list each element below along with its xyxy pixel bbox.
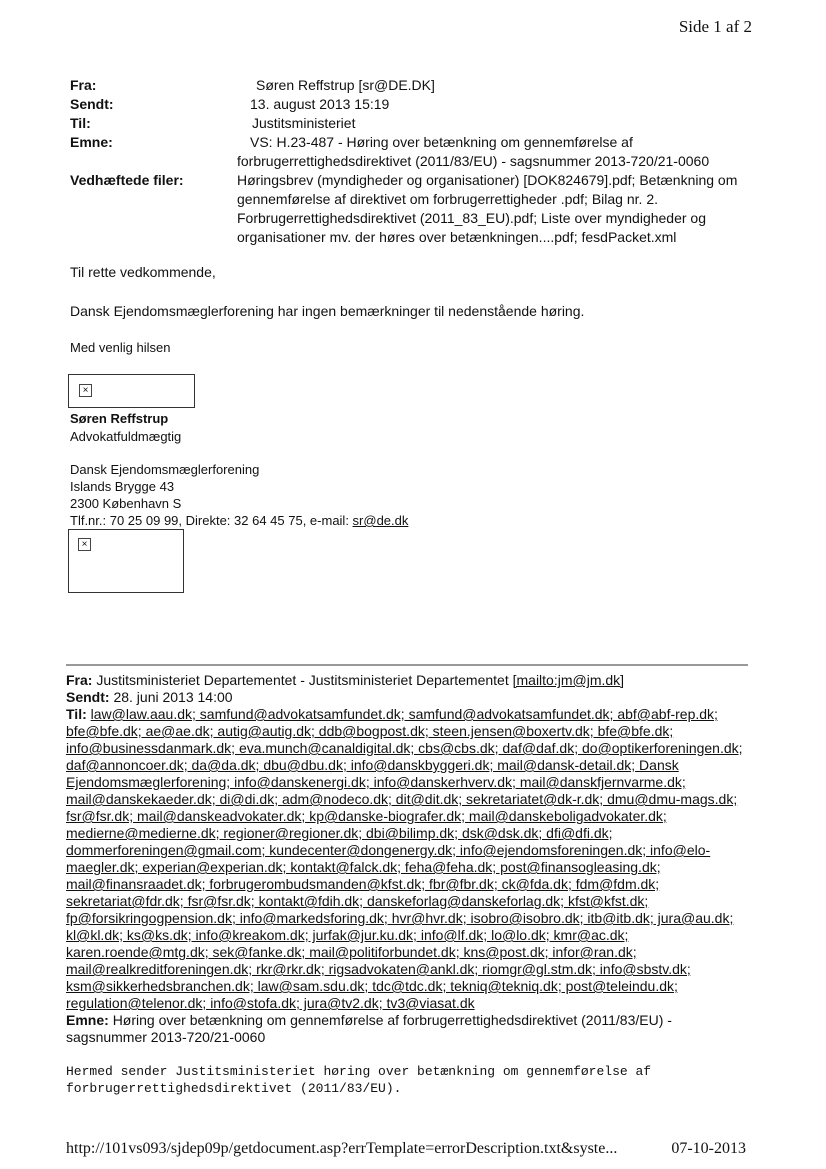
recipient-line[interactable]: kl@kl.dk; ks@ks.dk; info@kreakom.dk; jurfak@jur.ku.dk; info@lf.dk; lo@lo.dk; kmr@ac.dk; <box>66 927 629 943</box>
forwarded-sent-label: Sendt: <box>66 689 110 705</box>
forwarded-from-label: Fra: <box>66 672 93 688</box>
to-label: Til: <box>70 115 91 131</box>
signature-image-placeholder <box>68 374 195 408</box>
subject-line-1: VS: H.23-487 - Høring over betænkning om gennemførelse af <box>250 134 633 150</box>
recipient-line[interactable]: karen.roende@mtg.dk; sek@fanke.dk; mail@politiforbundet.dk; kns@post.dk; infor@ran.dk; <box>66 944 637 960</box>
subject-label: Emne: <box>70 134 113 150</box>
greeting: Til rette vedkommende, <box>70 264 216 280</box>
forwarded-body-line-2: forbrugerrettighedsdirektivet (2011/83/EU). <box>66 1081 402 1096</box>
forward-separator <box>66 664 748 666</box>
attachments-label: Vedhæftede filer: <box>70 172 184 188</box>
forwarded-from-value: Justitsministeriet Departementet - Justitsministeriet Departementet <box>96 672 513 688</box>
page-number: Side 1 af 2 <box>678 17 752 36</box>
attachment-line: gennemførelse af direktivet om forbrugerrettigheder .pdf; Bilag nr. 2. <box>237 191 658 207</box>
recipient-line[interactable]: daf@annoncoer.dk; da@da.dk; dbu@dbu.dk; info@danskbyggeri.dk; mail@dansk-detail.dk; Dansk <box>66 757 679 773</box>
signature-title: Advokatfuldmægtig <box>70 429 182 444</box>
recipient-line[interactable]: dommerforeningen@gmail.com; kundecenter@dongenergy.dk; info@ejendomsforeningen.dk; info@elo- <box>66 842 711 858</box>
forwarded-from-mailto-link[interactable]: [mailto:jm@jm.dk] <box>512 672 625 688</box>
forwarded-from-row <box>66 672 756 689</box>
recipient-line[interactable]: fsr@fsr.dk; mail@danskeadvokater.dk; kp@danske-biografer.dk; mail@danskeboligadvokater.dk; <box>66 808 667 824</box>
signature-phone: Tlf.nr.: 70 25 09 99, Direkte: 32 64 45 75, e-mail: <box>70 513 353 528</box>
signature-name: Søren Reffstrup <box>70 411 169 426</box>
footer-url: http://101vs093/sjdep09p/getdocument.asp?errTemplate=errorDescription.txt&syste... <box>66 1140 618 1157</box>
recipient-line[interactable]: regulation@telenor.dk; info@stofa.dk; jura@tv2.dk; tv3@viasat.dk <box>66 995 475 1011</box>
subject-line-2: forbrugerrettighedsdirektivet (2011/83/EU) - sagsnummer 2013-720/21-0060 <box>237 153 710 169</box>
recipient-line[interactable]: info@businessdanmark.dk; eva.munch@canaldigital.dk; cbs@cbs.dk; daf@daf.dk; do@optikerforeningen.dk; <box>66 740 743 756</box>
signature-email-link[interactable]: sr@de.dk <box>352 513 409 528</box>
message-text: Dansk Ejendomsmæglerforening har ingen bemærkninger til nedenstående høring. <box>70 303 585 319</box>
closing: Med venlig hilsen <box>70 340 171 355</box>
recipient-line[interactable]: maegler.dk; experian@experian.dk; kontakt@falck.dk; feha@feha.dk; post@finansogleasing.dk; <box>66 859 661 875</box>
from-label: Fra: <box>70 77 97 93</box>
signature-org: Dansk Ejendomsmæglerforening <box>70 462 260 477</box>
attachment-line: organisationer mv. der høres over betænkningen....pdf; fesdPacket.xml <box>237 229 677 245</box>
to-value: Justitsministeriet <box>252 115 356 131</box>
recipient-line[interactable]: sekretariat@fdr.dk; fsr@fsr.dk; kontakt@fdih.dk; danskeforlag@danskeforlag.dk; kfst@kfst.dk; <box>66 893 649 909</box>
recipient-line[interactable]: bfe@bfe.dk; ae@ae.dk; autig@autig.dk; ddb@bogpost.dk; steen.jensen@boxertv.dk; bfe@bfe.dk; <box>66 723 674 739</box>
footer-date: 07-10-2013 <box>671 1140 746 1157</box>
forwarded-subject-label: Emne: <box>66 1012 109 1028</box>
forwarded-subject-line-2: sagsnummer 2013-720/21-0060 <box>66 1029 266 1045</box>
recipient-line[interactable]: ksm@sikkerhedsbranchen.dk; law@sam.sdu.dk; tdc@tdc.dk; tekniq@tekniq.dk; post@teleindu.dk; <box>66 978 678 994</box>
signature-city: 2300 København S <box>70 496 182 511</box>
forwarded-to-label: Til: <box>66 706 87 722</box>
sent-value: 13. august 2013 15:19 <box>250 96 390 112</box>
recipient-line[interactable]: mail@finansraadet.dk; forbrugerombudsmanden@kfst.dk; fbr@fbr.dk; ck@fda.dk; fdm@fdm.dk; <box>66 876 660 892</box>
recipient-line[interactable]: mail@danskekaeder.dk; di@di.dk; adm@nodeco.dk; dit@dit.dk; sekretariatet@dk-r.dk; dmu@dmu-mags.dk; <box>66 791 738 807</box>
recipient-line[interactable]: fp@forsikringogpension.dk; info@markedsforing.dk; hvr@hvr.dk; isobro@isobro.dk; itb@itb.dk; jura@au.dk; <box>66 910 734 926</box>
from-value: Søren Reffstrup [sr@DE.DK] <box>256 77 435 93</box>
signature-contact <box>70 513 408 528</box>
recipient-line[interactable]: law@law.aau.dk; samfund@advokatsamfundet.dk; samfund@advokatsamfundet.dk; abf@abf-rep.dk; <box>90 706 718 722</box>
broken-image-icon: × <box>79 384 92 397</box>
logo-image-placeholder <box>68 529 184 593</box>
forwarded-to-block <box>66 706 756 1012</box>
forwarded-subject-line-1: Høring over betænkning om gennemførelse af forbrugerrettighedsdirektivet (2011/83/EU) - <box>112 1012 672 1028</box>
attachment-line: Høringsbrev (myndigheder og organisationer) [DOK824679].pdf; Betænkning om <box>237 172 738 188</box>
forwarded-body-line-1: Hermed sender Justitsministeriet høring over betænkning om gennemførelse af <box>66 1064 652 1079</box>
broken-image-icon: × <box>78 538 91 551</box>
recipient-line[interactable]: Ejendomsmæglerforening; info@danskenergi.dk; info@danskerhverv.dk; mail@danskfjernvarme.dk; <box>66 774 686 790</box>
attachment-line: Forbrugerrettighedsdirektivet (2011_83_EU).pdf; Liste over myndigheder og <box>237 210 706 226</box>
recipient-line[interactable]: medierne@medierne.dk; regioner@regioner.dk; dbi@bilimp.dk; dsk@dsk.dk; dfi@dfi.dk; <box>66 825 613 841</box>
sent-label: Sendt: <box>70 96 114 112</box>
signature-street: Islands Brygge 43 <box>70 479 175 494</box>
forwarded-sent-value: 28. juni 2013 14:00 <box>113 689 233 705</box>
recipient-line[interactable]: mail@realkreditforeningen.dk; rkr@rkr.dk; rigsadvokaten@ankl.dk; riomgr@gl.stm.dk; info@sbstv.dk; <box>66 961 691 977</box>
forwarded-header <box>66 672 756 1046</box>
forwarded-subject-row <box>66 1012 756 1029</box>
forwarded-sent-row <box>66 689 756 706</box>
